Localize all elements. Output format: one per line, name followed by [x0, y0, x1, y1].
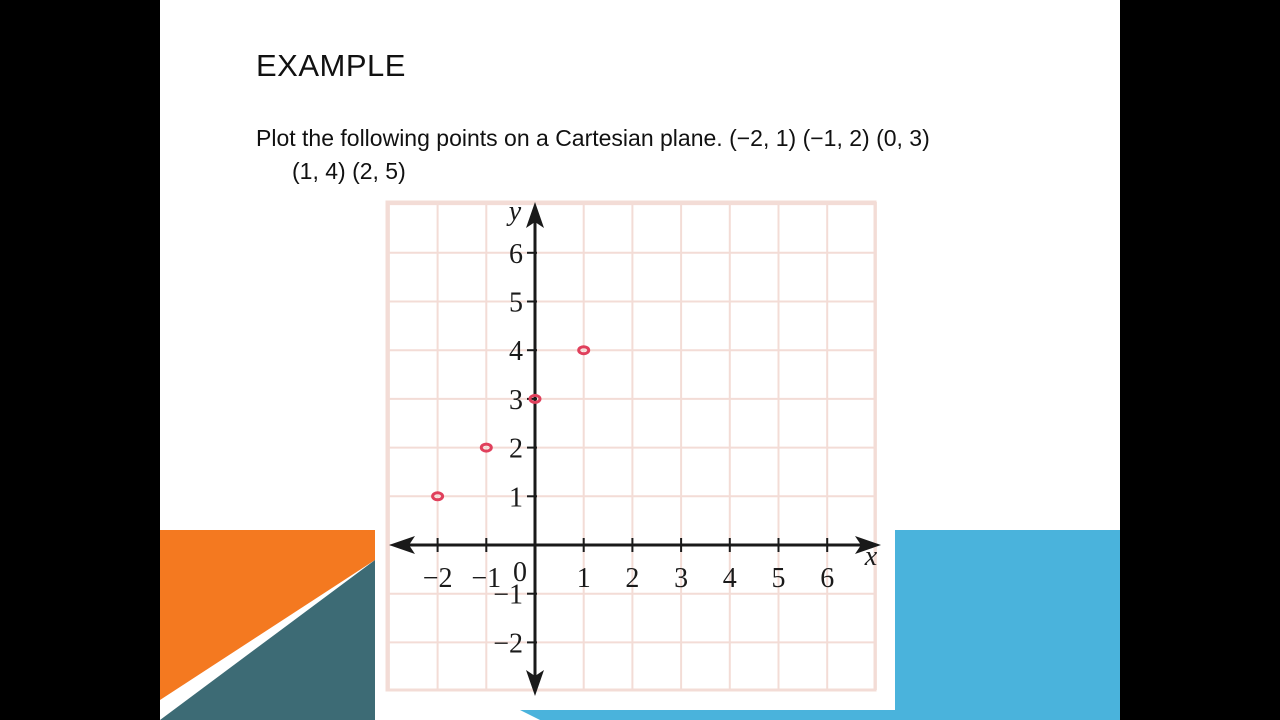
- y-tick-label: 2: [509, 433, 523, 465]
- prompt-line-2: (1, 4) (2, 5): [292, 158, 406, 184]
- x-tick-label: −1: [471, 563, 502, 594]
- plotted-points: [433, 347, 589, 500]
- x-tick-label: 3: [674, 563, 689, 594]
- y-tick-label: 6: [509, 238, 523, 270]
- x-tick-label: 5: [771, 563, 786, 594]
- x-tick-label: 1: [576, 563, 591, 594]
- y-tick-label: 4: [509, 336, 523, 368]
- grid-lines: [387, 202, 876, 690]
- tick-labels: [423, 196, 878, 659]
- slide-prompt: [256, 122, 1036, 188]
- x-tick-label: 6: [820, 563, 835, 594]
- slide: [160, 0, 1120, 720]
- axes: [389, 202, 881, 696]
- prompt-line-1: Plot the following points on a Cartesian plane. (−2, 1) (−1, 2) (0, 3): [256, 125, 930, 151]
- x-tick-label: 2: [625, 563, 640, 594]
- x-tick-label: −2: [422, 563, 453, 594]
- slide-title: EXAMPLE: [256, 48, 406, 83]
- grid-border: [387, 202, 875, 690]
- origin-label: 0: [513, 557, 527, 588]
- coordinate-plane: [375, 192, 895, 706]
- coordinate-plane-card: [375, 192, 895, 706]
- blue-accent-shape: [895, 530, 1120, 720]
- x-tick-label: 4: [722, 563, 737, 594]
- y-tick-label: −2: [493, 628, 523, 660]
- y-tick-label: 1: [509, 482, 523, 514]
- y-tick-label: 3: [509, 384, 523, 416]
- x-axis-label: x: [864, 541, 878, 572]
- y-tick-label: −1: [493, 579, 523, 611]
- blue-accent-bottom-strip: [520, 710, 895, 720]
- y-tick-label: 5: [509, 287, 523, 319]
- y-axis-label: y: [508, 196, 522, 227]
